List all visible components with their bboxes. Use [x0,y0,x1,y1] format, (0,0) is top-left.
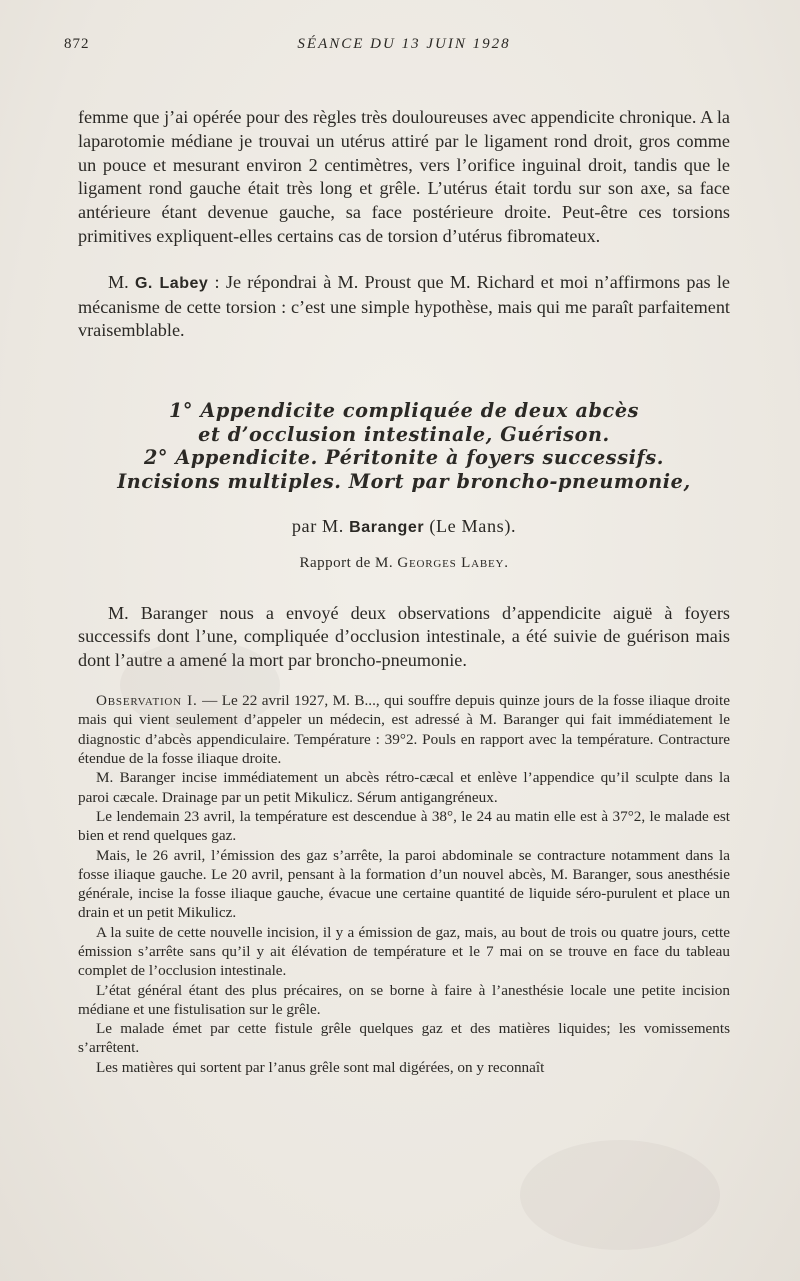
byline-prefix: par M. [291,515,350,536]
observation-paragraph: Le malade émet par cette fistule grêle quelques gaz et des matières liquides; les vomissements s’arrêtent. [78,1020,730,1057]
observation-paragraph: Le lendemain 23 avril, la température est descendue à 38°, le 24 au matin elle est à 37°2, le malade est bien et rend quelques gaz. [78,807,730,845]
report-line [78,555,730,572]
byline [78,516,730,537]
speaker-name: G. Labey [134,274,209,292]
observation-section [78,691,730,1077]
reply-text: : Je répondrai à M. Proust que M. Richard et moi n’affirmons pas le mécanisme de cette torsion : c’est une simple hypothèse, mais qui me paraît parfaitement vraisemblable. [78,271,730,341]
title-line: 2° Appendicite. Péritonite à foyers successifs. [143,446,665,470]
observation-paragraph: M. Baranger incise immédiatement un abcès rétro-cæcal et enlève l’appendice qu’il sculpte dans la paroi cæcale. Drainage par un petit Mikulicz. Sérum antigangréneux. [78,769,730,806]
running-header [64,30,730,54]
title-line: et d’occlusion intestinale, Guérison. [198,422,610,446]
discussion-reply-paragraph [78,271,730,343]
speaker-prefix: M. [108,271,135,292]
byline-suffix: (Le Mans). [424,515,517,536]
author-name: Baranger [349,518,425,536]
intro-paragraph: M. Baranger nous a envoyé deux observations d’appendicite aiguë à foyers successifs dont l’une, compliquée d’occlusion intestinale, a été suivie de guérison mais dont l’autre a amené la mort par broncho-pneumonie. [78,602,730,671]
observation-label: Observation I. [96,692,198,710]
running-title: SÉANCE DU 13 JUIN 1928 [297,36,511,52]
observation-paragraph: Les matières qui sortent par l’anus grêle sont mal digérées, on y reconnaît [96,1058,545,1076]
observation-paragraph: L’état général étant des plus précaires, on se borne à faire à l’anesthésie locale une petite incision médiane et une fistulisation sur le grêle. [78,981,730,1018]
title-line: 1° Appendicite compliquée de deux abcès [168,399,640,423]
report-prefix: Rapport de M. [299,554,398,571]
observation-paragraph [78,691,730,768]
observation-paragraph: A la suite de cette nouvelle incision, il y a émission de gaz, mais, au bout de trois ou quatre jours, cette émission s’arrête sans qu’il y ait élévation de température et le 7 mai on se trouve en face du tableau complet de l’occlusion intestinale. [78,923,730,980]
title-line: Incisions multiples. Mort par broncho-pneumonie, [117,469,691,493]
paper-stain [520,1140,720,1250]
report-suffix: . [504,554,509,571]
observation-paragraph: Mais, le 26 avril, l’émission des gaz s’arrête, la paroi abdominale se contracture notamment dans la fosse iliaque gauche. Le 20 avril, pensant à la formation d’un nouvel abcès, M. Baranger, sous anesthésie générale, incise la fosse iliaque gauche, évacue une certaine quantité de liquide séro-purulent et place un drain et un petit Mikulicz. [78,846,730,922]
page-number: 872 [64,36,90,52]
report-author: Georges Labey [397,554,505,571]
discussion-paragraph: femme que j’ai opérée pour des règles très douloureuses avec appendicite chronique. A la laparotomie médiane je trouvai un utérus attiré par le ligament rond droit, gros comme un pouce et mesurant environ 2 centimètres, vers l’orifice inguinal droit, tandis que le ligament rond gauche était très long et grêle. L’utérus était tordu sur son axe, sa face antérieure étant devenue gauche, sa face postérieure droite. Peut-être ces torsions primitives expliquent-elles certains cas de torsion d’utérus fibromateux. [78,107,730,246]
article-title [78,399,730,493]
observation-text: — Le 22 avril 1927, M. B..., qui souffre depuis quinze jours de la fosse iliaque droite mais qui vient seulement d’appeler un médecin, est adressé à M. Baranger qui fait immédiatement le diagnostic d’abcès appendiculaire. Température : 39°2. Pouls en rapport avec la température. Contracture étendue de la fosse iliaque droite. [78,692,730,768]
